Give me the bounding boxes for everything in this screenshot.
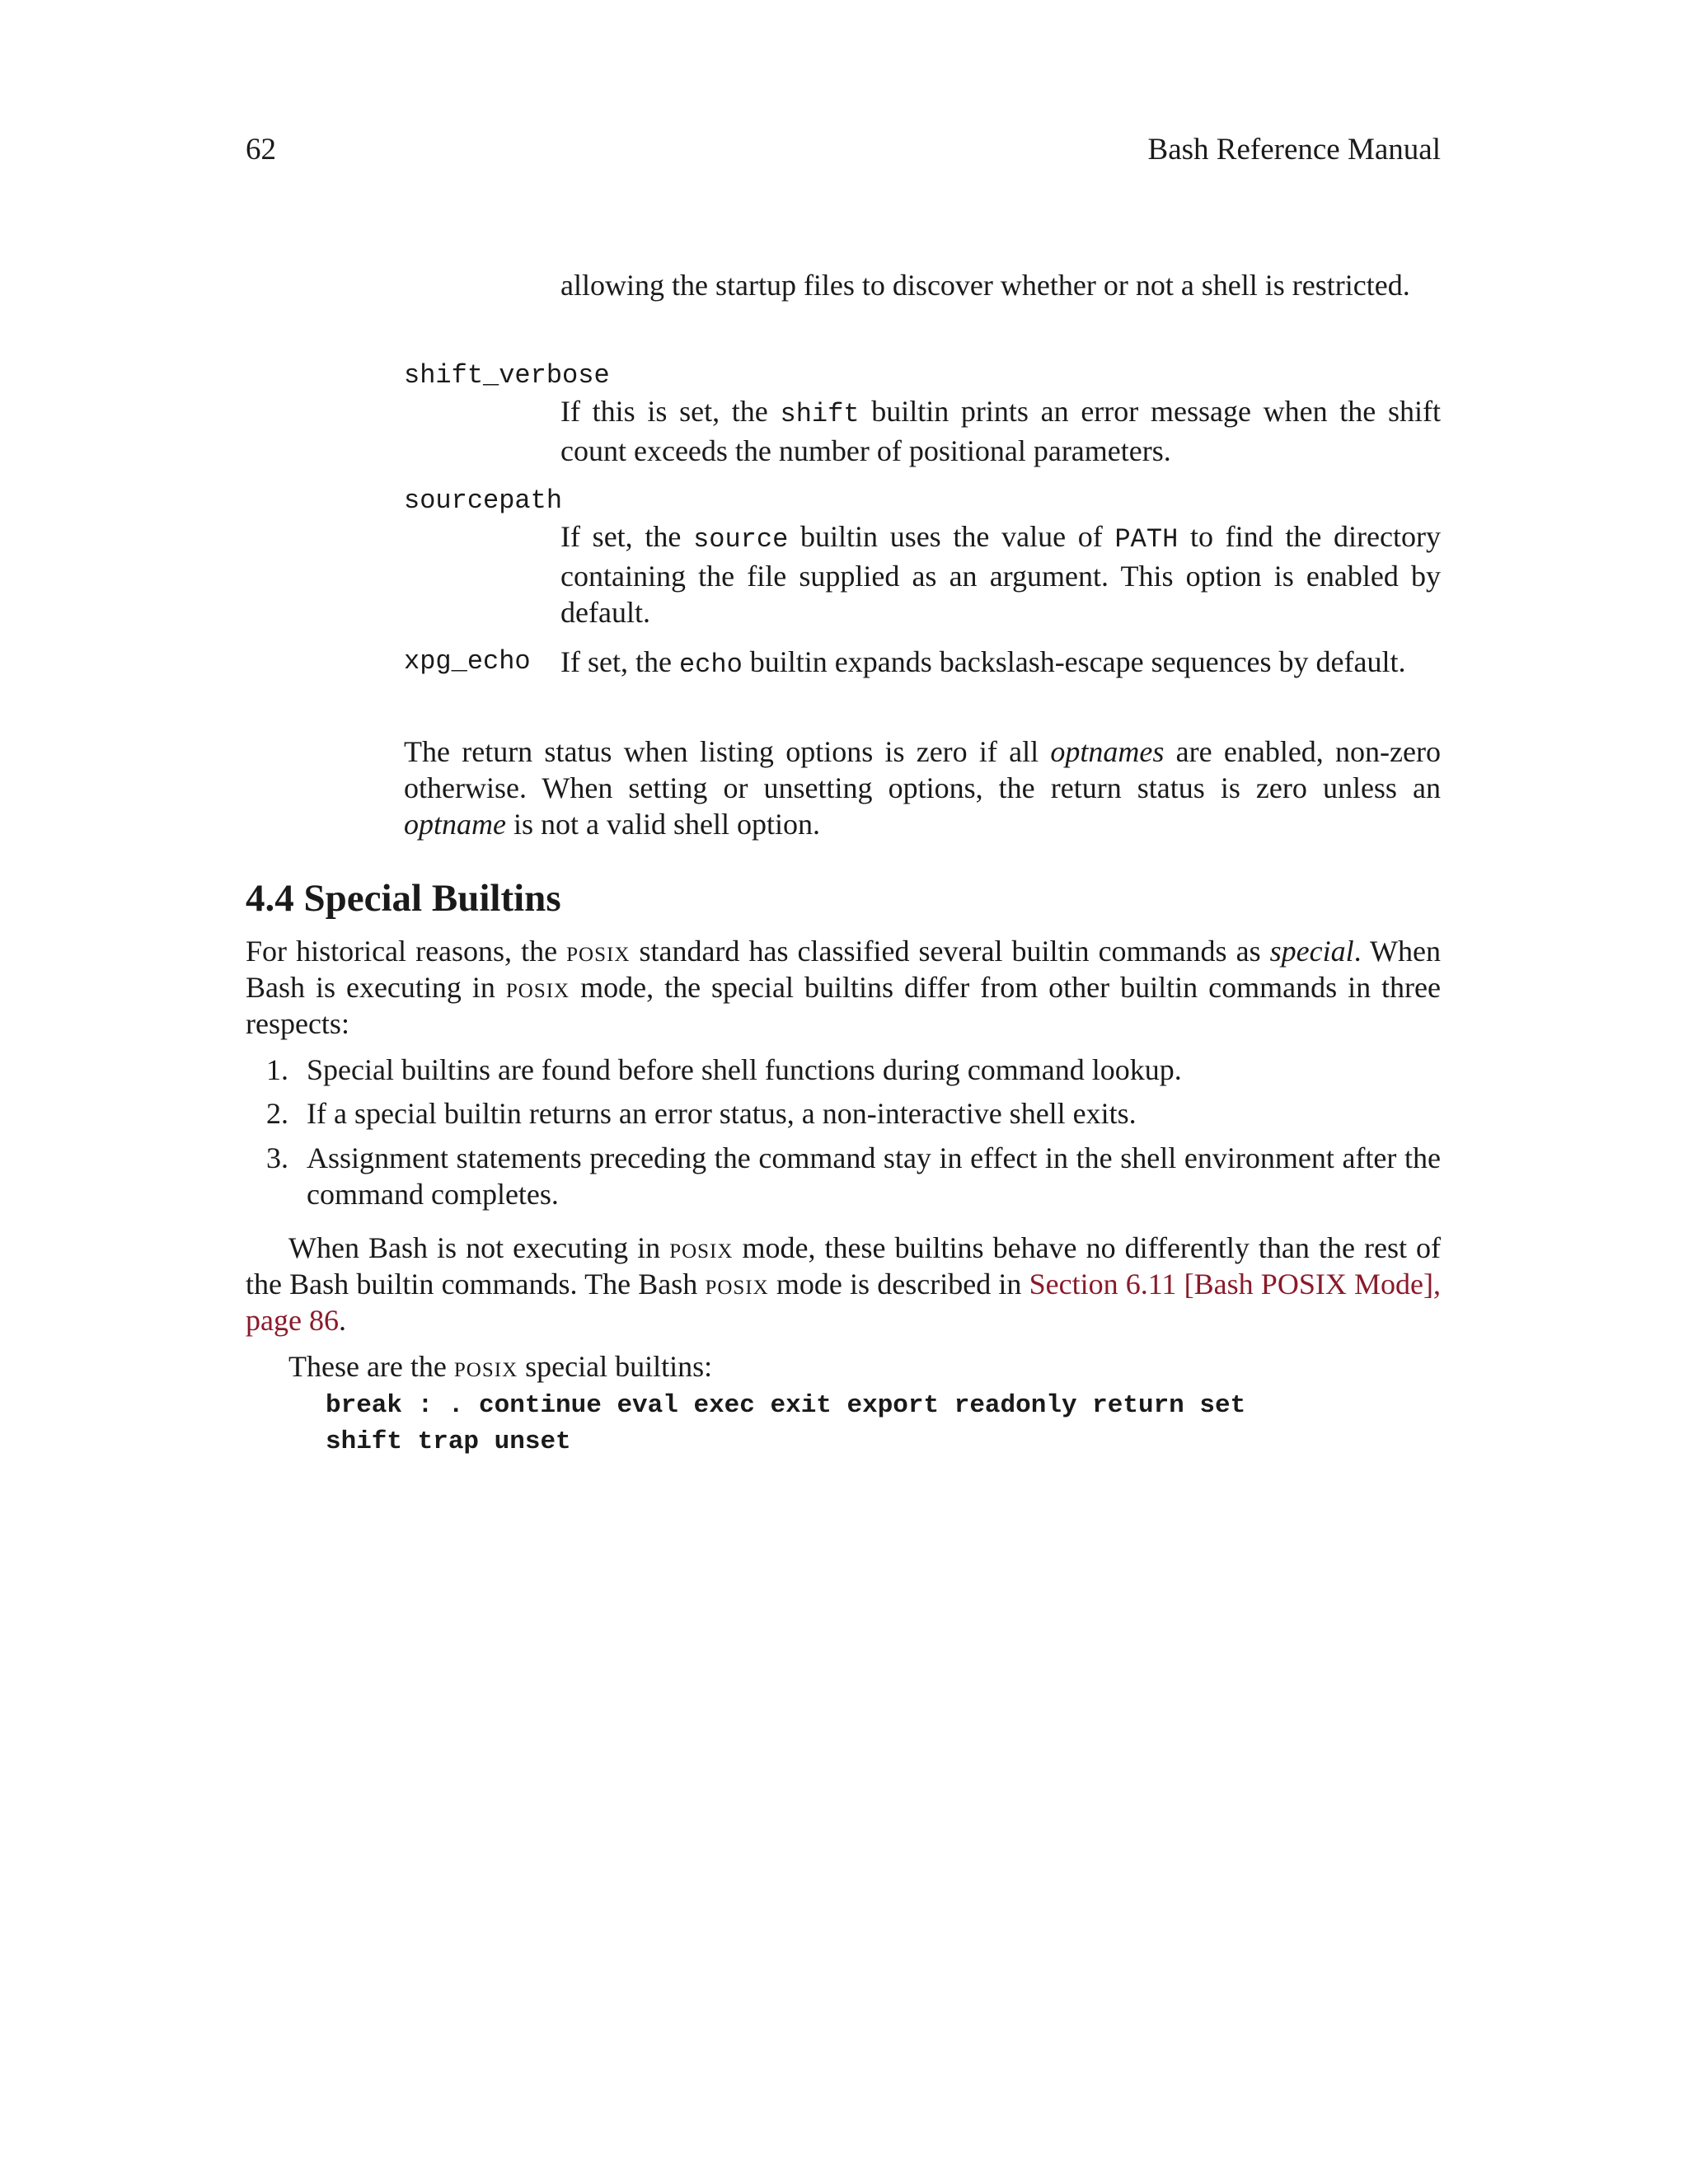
running-header: [246, 132, 1441, 168]
paragraph-text: is not a valid shell option.: [505, 808, 820, 841]
posix-smallcaps: posix: [669, 1231, 734, 1264]
paragraph-text: are enabled, non-zero otherwise. When setting or unsetting options, the return status is zero unless an: [404, 735, 1441, 804]
option-description-shift-verbose: [560, 393, 1441, 469]
manual-title: Bash Reference Manual: [1147, 133, 1441, 166]
cross-reference-link[interactable]: Section 6.11 [Bash POSIX Mode], page 86: [246, 1268, 1442, 1337]
code-line: shift trap unset: [326, 1427, 571, 1456]
desc-text: builtin prints an error message when the shift count exceeds the number of positional parameters.: [560, 395, 1441, 467]
desc-text: builtin uses the value of: [788, 520, 1115, 553]
desc-text: If this is set, the: [560, 395, 781, 428]
emphasis-optnames: optnames: [1050, 735, 1165, 768]
paragraph-text: mode is described in: [768, 1268, 1029, 1301]
desc-text: If set, the: [560, 520, 694, 553]
inline-code-echo: echo: [678, 649, 743, 680]
paragraph-text: When Bash is not executing in: [288, 1231, 670, 1264]
desc-text: builtin expands backslash-escape sequences by default.: [742, 645, 1406, 678]
list-item: Special builtins are found before shell functions during command lookup.: [307, 1053, 1182, 1086]
paragraph-text: These are the: [288, 1350, 454, 1383]
paragraph-text: . When Bash is executing in: [246, 935, 1442, 1004]
emphasis-special: special: [1269, 935, 1354, 968]
option-term-shift-verbose: shift_verbose: [404, 360, 610, 391]
desc-text: to find the directory containing the file supplied as an argument. This option is enabled by default.: [560, 520, 1441, 629]
paragraph-text: special builtins:: [518, 1350, 713, 1383]
list-number: 2.: [266, 1097, 288, 1130]
posix-smallcaps: posix: [705, 1268, 769, 1301]
emphasis-optname: optname: [404, 808, 506, 841]
list-number: 1.: [266, 1053, 288, 1086]
list-item: If a special builtin returns an error status, a non-interactive shell exits.: [307, 1097, 1137, 1130]
paragraph-text: mode, the special builtins differ from other builtin commands in three respects:: [246, 971, 1441, 1040]
restricted-shell-description-tail: allowing the startup files to discover whether or not a shell is restricted.: [560, 269, 1410, 302]
paragraph-text: The return status when listing options is zero if all: [404, 735, 1051, 768]
paragraph-text: .: [338, 1304, 346, 1337]
option-description-xpg-echo: [560, 644, 1441, 683]
code-line: break : . continue eval exec exit export readonly return set: [326, 1391, 1246, 1420]
inline-code-shift: shift: [780, 399, 860, 429]
paragraph-text: standard has classified several builtin commands as: [630, 935, 1270, 968]
paragraph-text: For historical reasons, the: [246, 935, 567, 968]
list-item: Assignment statements preceding the command stay in effect in the shell environment after the command completes.: [307, 1141, 1441, 1211]
section-heading: 4.4 Special Builtins: [246, 877, 561, 920]
special-builtins-intro: [246, 933, 1441, 1042]
posix-smallcaps: posix: [453, 1350, 518, 1383]
inline-code-source: source: [693, 524, 789, 555]
inline-code-path: PATH: [1114, 524, 1179, 555]
posix-smallcaps: posix: [566, 935, 631, 968]
page-number: 62: [246, 133, 276, 166]
list-number: 3.: [266, 1141, 288, 1174]
option-term-xpg-echo: xpg_echo: [404, 646, 531, 677]
posix-special-builtins-intro: [246, 1348, 1441, 1385]
posix-mode-paragraph: [246, 1230, 1441, 1338]
return-status-paragraph: [404, 733, 1441, 842]
posix-smallcaps: posix: [505, 971, 570, 1004]
paragraph-text: mode, these builtins behave no differently than the rest of the Bash builtin commands. The Bash: [246, 1231, 1441, 1301]
option-term-sourcepath: sourcepath: [404, 485, 563, 516]
option-description-sourcepath: [560, 518, 1441, 630]
desc-text: If set, the: [560, 645, 679, 678]
